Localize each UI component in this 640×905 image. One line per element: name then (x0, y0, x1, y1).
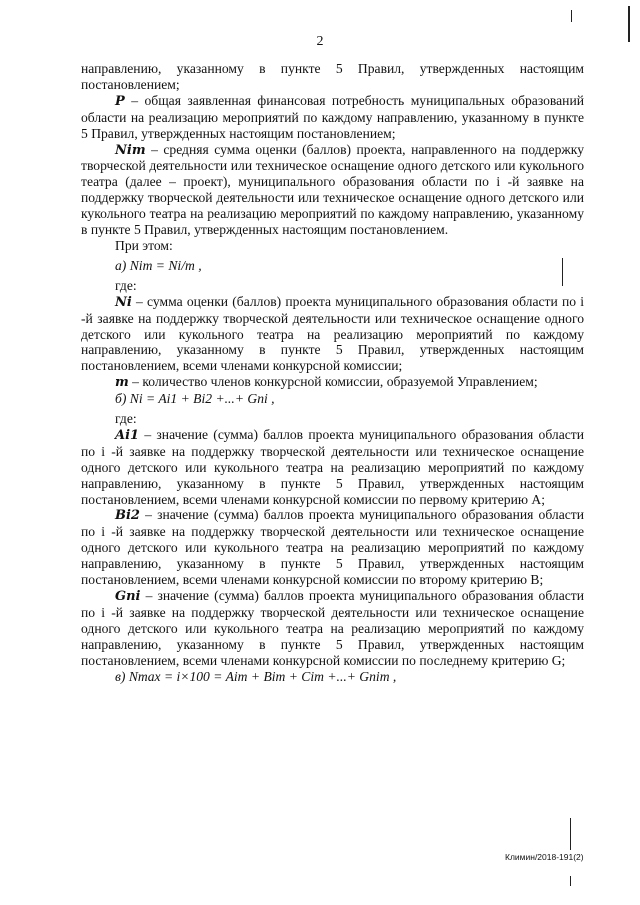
scan-edge-mark (570, 818, 571, 850)
paragraph-continuation: направлению, указанному в пункте 5 Правил, утвержденных настоящим постановлением; (81, 61, 584, 92)
formula-a: а) Nim = Ni/m , (115, 257, 202, 273)
symbol-nim: Nim (115, 142, 146, 158)
document-code: Климин/2018-191(2) (505, 852, 584, 862)
gde-label: где: (115, 277, 137, 293)
definition-ni-text: – сумма оценки (баллов) проекта муниципального образования области по i -й заявке на поддержку творческой деятельности или техническое оснащение одного детского или кукольного театра на реализацию мероприятий по каждому направлению, указанному в пункте 5 Правил, утвержденных настоящим постановлением, всеми членами конкурсной комиссии; (81, 293, 584, 374)
symbol-ni: Ni (115, 294, 132, 310)
symbol-m: m (115, 375, 129, 391)
formula-v: в) Nmax = i×100 = Aim + Bim + Cim +...+ Gnim , (115, 668, 397, 684)
definition-p (81, 93, 584, 142)
scan-edge-mark (562, 258, 563, 286)
definition-b (81, 507, 584, 588)
symbol-p: P (115, 93, 125, 109)
symbol-a: Ai1 (115, 427, 140, 443)
formula-b: б) Ni = Ai1 + Bi2 +...+ Gni , (115, 391, 275, 407)
scan-edge-mark (628, 6, 630, 42)
gde-label-2: где: (115, 411, 137, 427)
definition-a-text: – значение (сумма) баллов проекта муниципального образования области по i -й заявке на поддержку творческой деятельности или техническое оснащение одного детского или кукольного театра на реализацию мероприятий по каждому направлению, указанному в пункте 5 Правил, утвержденных настоящим постановлением, всеми членами конкурсной комиссии по первому критерию А; (81, 426, 584, 507)
definition-b-text: – значение (сумма) баллов проекта муниципального образования области по i -й заявке на поддержку творческой деятельности или техническое оснащение одного детского или кукольного театра на реализацию мероприятий по каждому направлению, указанному в пункте 5 Правил, утвержденных настоящим постановлением, всеми членами конкурсной комиссии по второму критерию В; (81, 507, 584, 588)
definition-ni (81, 294, 584, 375)
definition-nim (81, 142, 584, 238)
document-body (81, 61, 584, 684)
scan-edge-mark (571, 10, 572, 22)
definition-a (81, 427, 584, 508)
definition-g-text: – значение (сумма) баллов проекта муниципального образования области по i -й заявке на поддержку творческой деятельности или техническое оснащение одного детского или кукольного театра на реализацию мероприятий по каждому направлению, указанному в пункте 5 Правил, утвержденных настоящим постановлением, всеми членами конкурсной комиссии по последнему критерию G; (81, 588, 584, 668)
symbol-b: Bi2 (115, 508, 140, 524)
definition-m (81, 374, 584, 391)
definition-m-text: – количество членов конкурсной комиссии, образуемой Управлением; (128, 374, 538, 390)
definition-p-text: – общая заявленная финансовая потребность муниципальных образований области на реализацию мероприятий по каждому направлению, указанному в пункте 5 Правил, утвержденных настоящим постановлением; (81, 92, 584, 141)
definition-g (81, 588, 584, 669)
definition-nim-text: – средняя сумма оценки (баллов) проекта, направленного на поддержку творческой деятельности или техническое оснащение одного детского или кукольного театра (далее – проект), муниципального образования области по i -й заявке на поддержку творческой деятельности или техническое оснащение одного детского или кукольного театра на реализацию мероприятий по каждому направлению, указанному в пункте 5 Правил, утвержденных настоящим постановлением. (81, 141, 584, 238)
pri-etom: При этом: (115, 237, 173, 253)
symbol-g: Gni (115, 589, 141, 604)
page-number: 2 (316, 34, 324, 49)
scan-edge-mark (570, 876, 571, 886)
